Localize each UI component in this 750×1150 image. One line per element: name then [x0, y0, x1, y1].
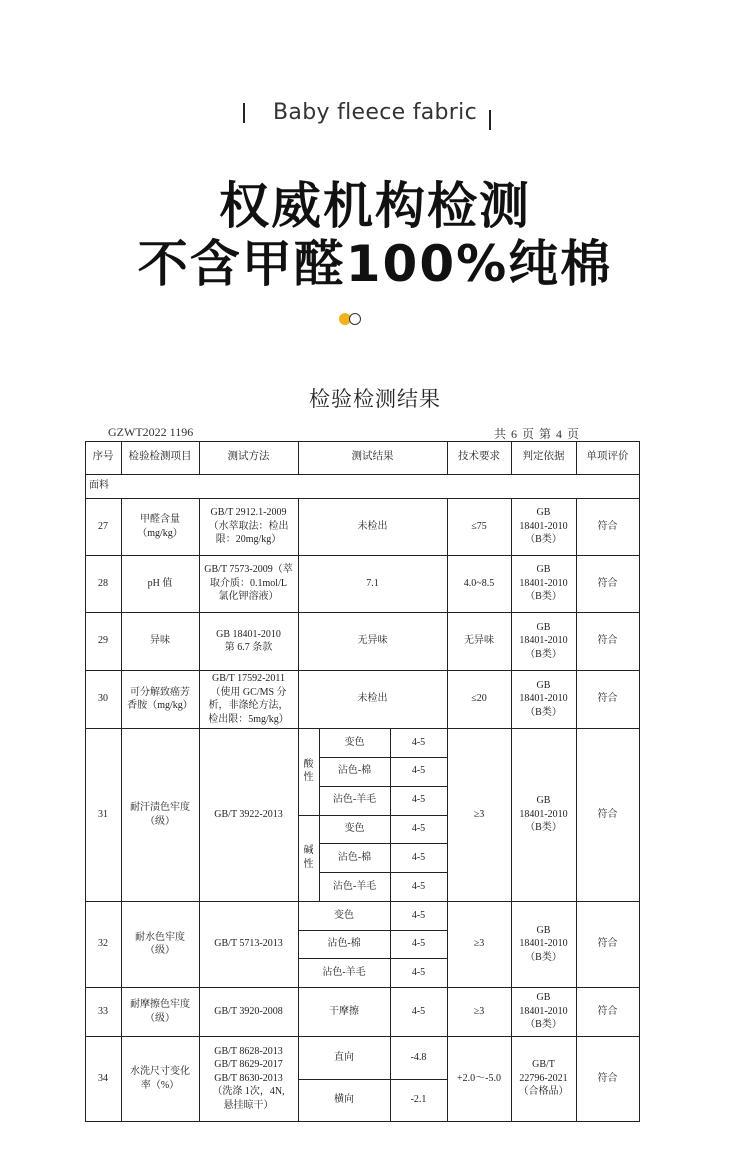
table-line [85, 1121, 640, 1122]
table-line [447, 441, 448, 474]
column-header: 单项评价 [586, 451, 629, 463]
table-line [319, 843, 448, 844]
result-sub-value: 4-5 [411, 765, 426, 777]
table-line [298, 958, 448, 959]
item-evaluation: 符合 [597, 635, 618, 647]
table-line [390, 987, 391, 1036]
item-evaluation: 符合 [597, 520, 618, 532]
table-line [447, 498, 448, 555]
column-header: 检验检测项目 [128, 451, 192, 463]
test-item: 甲醛含量 （mg/kg） [137, 514, 183, 539]
test-result: 未检出 [357, 693, 388, 705]
row-number: 29 [98, 635, 108, 647]
table-line [199, 728, 200, 901]
test-result: 未检出 [357, 520, 388, 532]
test-item: 水洗尺寸变化 率（%） [130, 1066, 190, 1091]
table-line [199, 441, 200, 474]
result-sub-value: 4-5 [411, 880, 426, 892]
table-line [511, 555, 512, 612]
column-header: 测试方法 [227, 451, 270, 463]
result-sub-name: 沾色-棉 [327, 938, 361, 950]
tech-requirement: ≥3 [473, 808, 485, 820]
table-line [199, 555, 200, 612]
table-line [390, 1036, 391, 1121]
tech-requirement: ≤75 [471, 520, 487, 532]
result-sub-name: 干摩擦 [329, 1005, 359, 1017]
tech-requirement: ≥3 [473, 1005, 485, 1017]
test-item: 异味 [150, 635, 170, 647]
report-number: GZWT2022 1196 [108, 425, 194, 439]
result-sub-value: 4-5 [411, 851, 426, 863]
table-line [576, 612, 577, 670]
table-line [511, 1036, 512, 1121]
result-sub-name: 沾色-棉 [337, 765, 372, 777]
test-method: GB/T 2912.1-2009 （水萃取法：检出 限：20mg/kg） [208, 507, 289, 546]
row-number: 27 [98, 520, 108, 532]
result-sub-name: 沾色-羊毛 [322, 966, 366, 978]
table-line [511, 670, 512, 728]
result-sub-value: 4-5 [411, 736, 426, 748]
judgment-basis: GB 18401-2010 （B类） [519, 924, 568, 963]
result-sub-value: 4-5 [411, 938, 426, 950]
table-line [576, 987, 577, 1036]
row-number: 30 [98, 693, 108, 705]
item-evaluation: 符合 [597, 693, 618, 705]
judgment-basis: GB 18401-2010 （B类） [519, 795, 568, 834]
result-sub-value: 4-5 [411, 794, 426, 806]
subtitle: Baby fleece fabric [273, 100, 477, 125]
result-sub-value: -2.1 [410, 1094, 427, 1105]
judgment-basis: GB/T 22796-2021 （合格品） [518, 1059, 569, 1098]
judgment-basis: GB 18401-2010 （B类） [519, 507, 568, 546]
row-number: 34 [98, 1072, 108, 1084]
test-method: GB 18401-2010 第 6.7 条款 [216, 628, 281, 653]
judgment-basis: GB 18401-2010 （B类） [519, 679, 568, 718]
table-line [121, 987, 122, 1036]
table-line [298, 1079, 448, 1080]
table-line [121, 555, 122, 612]
row-number: 33 [98, 1005, 108, 1017]
table-line [298, 930, 448, 931]
table-line [511, 901, 512, 987]
column-header: 技术要求 [458, 451, 500, 463]
table-line [576, 901, 577, 987]
table-line [447, 555, 448, 612]
table-line [576, 441, 577, 474]
test-item: pH 值 [147, 577, 173, 589]
result-sub-name: 沾色-羊毛 [332, 880, 377, 892]
result-sub-name: 沾色-棉 [337, 851, 372, 863]
table-line [511, 728, 512, 901]
table-line [390, 901, 391, 987]
table-line [121, 612, 122, 670]
table-line [298, 815, 448, 816]
judgment-basis: GB 18401-2010 （B类） [519, 621, 568, 660]
judgment-basis: GB 18401-2010 （B类） [519, 564, 568, 603]
table-line [447, 901, 448, 987]
test-method: GB/T 8628-2013 GB/T 8629-2017 GB/T 8630-2013 （洗涤 1次，4N, 悬挂晾干） [212, 1045, 285, 1111]
table-line [298, 441, 299, 474]
test-item: 可分解致癌芳 香胺（mg/kg） [127, 686, 193, 711]
result-sub-value: 4-5 [411, 966, 426, 978]
test-method: GB/T 3922-2013 [214, 808, 283, 820]
tech-requirement: +2.0～-5.0 [457, 1072, 501, 1084]
table-line [199, 498, 200, 555]
tech-requirement: ≤20 [471, 693, 487, 705]
result-sub-name: 变色 [334, 909, 354, 921]
headline-line-2: 不含甲醛100%纯棉 [137, 235, 613, 293]
result-sub-name: 直向 [334, 1051, 354, 1063]
item-evaluation: 符合 [597, 1005, 618, 1017]
table-line [447, 612, 448, 670]
column-header: 测试结果 [351, 451, 394, 463]
table-line [121, 498, 122, 555]
table-line [447, 987, 448, 1036]
table-line [199, 987, 200, 1036]
tech-requirement: 无异味 [464, 635, 494, 647]
table-line [199, 612, 200, 670]
test-result: 无异味 [357, 635, 388, 647]
result-sub-name: 变色 [344, 823, 365, 835]
table-line [199, 1036, 200, 1121]
report-title: 检验检测结果 [309, 387, 441, 411]
result-sub-value: 4-5 [411, 909, 426, 921]
table-line [576, 1036, 577, 1121]
result-group-label: 酸 性 [303, 758, 314, 784]
table-line [390, 728, 391, 901]
table-line [319, 786, 448, 787]
table-line [511, 498, 512, 555]
tech-requirement: ≥3 [473, 938, 485, 950]
judgment-basis: GB 18401-2010 （B类） [519, 992, 568, 1031]
test-result: 7.1 [366, 577, 379, 589]
item-evaluation: 符合 [597, 577, 618, 589]
table-line [576, 498, 577, 555]
table-line [199, 901, 200, 987]
row-number: 31 [98, 808, 108, 820]
table-line [121, 441, 122, 474]
item-evaluation: 符合 [597, 938, 618, 950]
row-number: 32 [98, 938, 108, 950]
page-info: 共 6 页 第 4 页 [494, 427, 580, 441]
column-header: 序号 [92, 451, 114, 463]
row-number: 28 [98, 577, 108, 589]
table-line [121, 728, 122, 901]
table-line [121, 670, 122, 728]
table-line [199, 670, 200, 728]
result-sub-value: -4.8 [410, 1051, 427, 1063]
table-line [319, 872, 448, 873]
table-line [319, 757, 448, 758]
test-method: GB/T 5713-2013 [214, 938, 283, 950]
table-line [639, 441, 640, 1122]
table-line [576, 555, 577, 612]
test-method: GB/T 17592-2011 （使用 GC/MS 分 析，非涤纶方法， 检出限：5mg/kg） [208, 673, 289, 725]
item-evaluation: 符合 [597, 1072, 618, 1084]
column-header: 判定依据 [522, 451, 565, 463]
section-label: 面料 [89, 480, 109, 492]
item-evaluation: 符合 [597, 808, 618, 820]
test-item: 耐汗渍色牢度 （级） [130, 802, 190, 827]
test-item: 耐水色牢度 （级） [135, 931, 185, 956]
test-method: GB/T 3920-2008 [214, 1005, 283, 1017]
headline-line-1: 权威机构检测 [219, 177, 531, 235]
table-line [576, 728, 577, 901]
table-line [121, 1036, 122, 1121]
result-group-label: 碱 性 [303, 845, 314, 870]
tech-requirement: 4.0~8.5 [463, 577, 495, 589]
table-line [511, 987, 512, 1036]
result-sub-name: 变色 [344, 736, 365, 748]
table-line [511, 612, 512, 670]
table-line [511, 441, 512, 474]
result-sub-value: 4-5 [411, 823, 426, 835]
table-line [319, 728, 320, 901]
result-sub-name: 沾色-羊毛 [332, 794, 377, 806]
table-line [576, 670, 577, 728]
result-sub-value: 4-5 [411, 1005, 426, 1017]
test-item: 耐摩擦色牢度 （级） [130, 999, 190, 1024]
table-line [447, 670, 448, 728]
table-line [121, 901, 122, 987]
test-method: GB/T 7573-2009（萃 取介质：0.1mol/L 氯化钾溶液） [204, 564, 293, 603]
result-sub-name: 横向 [334, 1094, 354, 1105]
